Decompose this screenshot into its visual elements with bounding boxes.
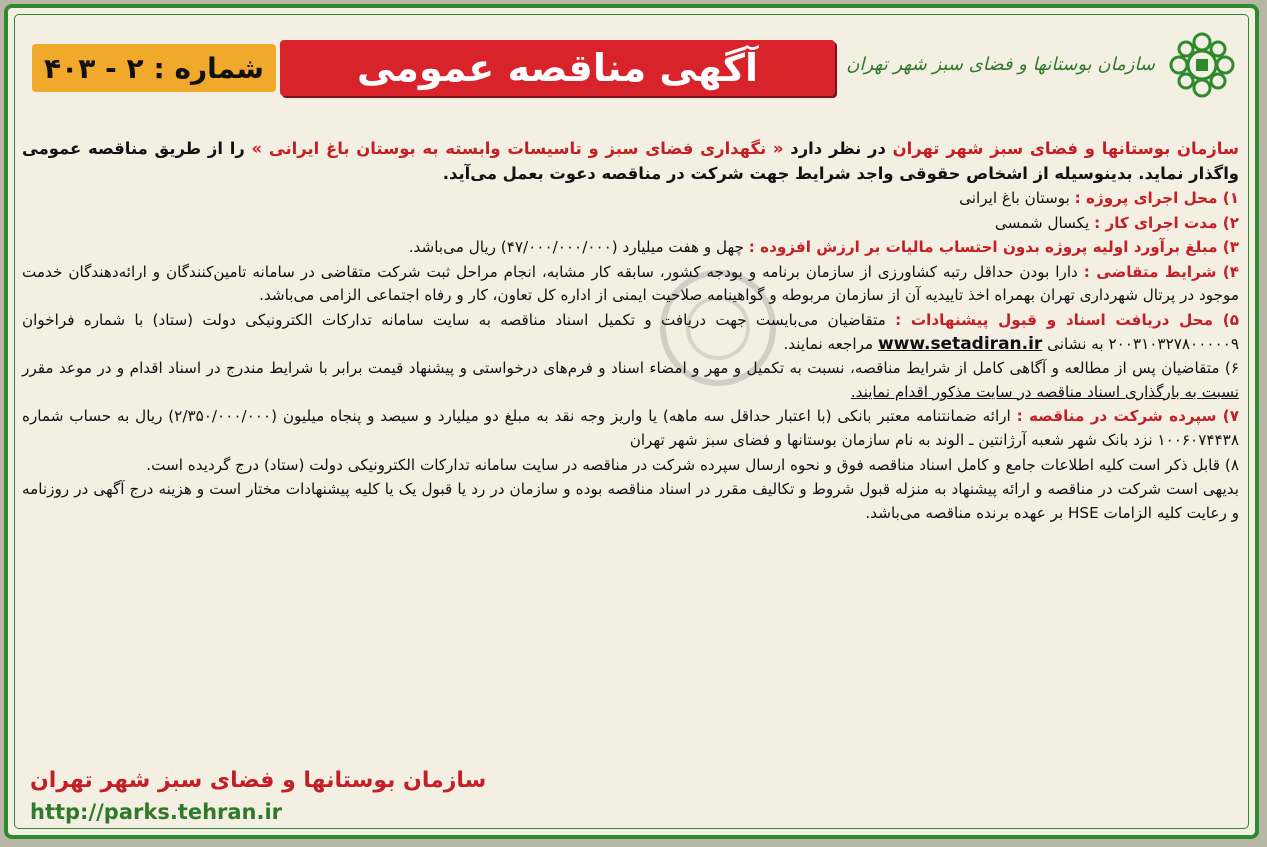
item-2-text: یکسال شمسی	[994, 213, 1095, 232]
org-script-name: سازمان بوستانها و فضای سبز شهر تهران	[846, 54, 1155, 75]
closing-paragraph: بدیهی است شرکت در مناقصه و ارائه پیشنهاد به منزله قبول شروط و تکالیف مقرر در اسناد مناقصه بوده و سازمان در رد یا قبول یک یا کلیه پیشنهادات مختار است و هزینه درج آگهی در روزنامه و رعایت کلیه الزامات HSE بر عهده برنده مناقصه می‌باشد.	[22, 480, 1239, 522]
item-3-label: ۳) مبلغ برآورد اولیه پروژه بدون احتساب مالیات بر ارزش افزوده :	[748, 238, 1239, 257]
item-8	[22, 454, 1239, 478]
notice-number	[32, 44, 276, 92]
setadiran-link[interactable]: www.setadiran.ir	[877, 333, 1043, 354]
item-7-label: ۷) سپرده شرکت در مناقصه :	[1016, 407, 1239, 426]
notice-number-value: ۲ - ۴۰۳	[44, 51, 144, 85]
item-5-text-1: متقاضیان می‌بایست جهت دریافت و تکمیل اسناد مناقصه به سایت سامانه تدارکات الکترونیکی دولت (ستاد) با شماره فراخوان ۲۰۰۳۱۰۳۲۷۸۰۰۰۰۰۹ به نشانی	[22, 310, 1239, 353]
tehran-parks-logo-icon	[1167, 30, 1237, 100]
item-3-text: چهل و هفت میلیارد (۴۷/۰۰۰/۰۰۰/۰۰۰) ریال می‌باشد.	[408, 238, 749, 257]
item-5	[22, 309, 1239, 356]
item-6	[22, 357, 1239, 404]
item-7	[22, 405, 1239, 452]
notice-frame	[4, 4, 1259, 839]
item-1	[22, 187, 1239, 211]
item-4	[22, 261, 1239, 308]
item-7-text: ارائه ضمانتنامه معتبر بانکی (با اعتبار حداقل سه ماهه) یا واریز وجه نقد به مبلغ دو میلیارد و سیصد و پنجاه میلیون (۲/۳۵۰/۰۰۰/۰۰۰) ریال به حساب شماره ۱۰۰۶۰۷۴۴۳۸ نزد بانک شهر شعبه آرژانتین ـ الوند به نام سازمان بوستانها و فضای سبز شهر تهران	[22, 407, 1239, 449]
item-4-text: دارا بودن حداقل رتبه کشاورزی از سازمان برنامه و بودجه کشور، سابقه کار مشابه، انجام مراحل ثبت شرکت متقاضی در سامانه تامین‌کنندگان و ارائه‌دهندگان خدمت موجود در پرتال شهرداری تهران بهمراه اخذ تاییدیه آن از سازمان مربوطه و گواهینامه صلاحیت ایمنی از اداره کل تعاون، کار و رفاه اجتماعی الزامی می‌باشد.	[22, 262, 1239, 305]
notice-number-label: شماره :	[153, 51, 264, 85]
intro-text-1: در نظر دارد	[783, 139, 893, 158]
item-5-label: ۵) محل دریافت اسناد و قبول پیشنهادات :	[895, 310, 1239, 329]
item-2	[22, 212, 1239, 236]
item-4-label: ۴) شرایط متقاضی :	[1083, 262, 1240, 281]
item-1-text: بوستان باغ ایرانی	[959, 189, 1075, 207]
item-6-text-2: نسبت به بارگذاری اسناد مناقصه در سایت مذکور اقدام نمایند.	[850, 382, 1239, 401]
intro-text-2: را از طریق مناقصه عمومی واگذار نماید. بدینوسیله از اشخاص حقوقی واجد شرایط جهت شرکت در مناقصه دعوت بعمل می‌آید.	[22, 139, 1239, 183]
notice-title: آگهی مناقصه عمومی	[280, 40, 835, 96]
item-1-label: ۱) محل اجرای پروژه :	[1074, 189, 1239, 207]
header	[18, 24, 1245, 106]
item-5-text-2: مراجعه نمایند.	[783, 334, 878, 353]
footer-url-link[interactable]: http://parks.tehran.ir	[30, 800, 283, 824]
notice-body	[22, 136, 1239, 525]
intro-subject: « نگهداری فضای سبز و تاسیسات وابسته به بوستان باغ ایرانی »	[251, 139, 784, 158]
intro-org: سازمان بوستانها و فضای سبز شهر تهران	[892, 139, 1239, 158]
item-3	[22, 236, 1239, 260]
footer-org-name: سازمان بوستانها و فضای سبز شهر تهران	[30, 768, 487, 793]
intro-paragraph	[22, 136, 1239, 186]
item-6-text-1: ۶) متقاضیان پس از مطالعه و آگاهی کامل از شرایط مناقصه، نسبت به تکمیل و مهر و امضاء اسناد و فرم‌های درخواستی و پیشنهاد قیمت برابر با شرایط مندرج در اسناد اقدام و در موعد مقرر	[22, 359, 1239, 378]
item-2-label: ۲) مدت اجرای کار :	[1094, 213, 1239, 232]
item-8-text: ۸) قابل ذکر است کلیه اطلاعات جامع و کامل اسناد مناقصه فوق و نحوه ارسال سپرده شرکت در مناقصه در سایت سامانه تدارکات الکترونیکی دولت (ستاد) درج گردیده است.	[146, 455, 1239, 474]
